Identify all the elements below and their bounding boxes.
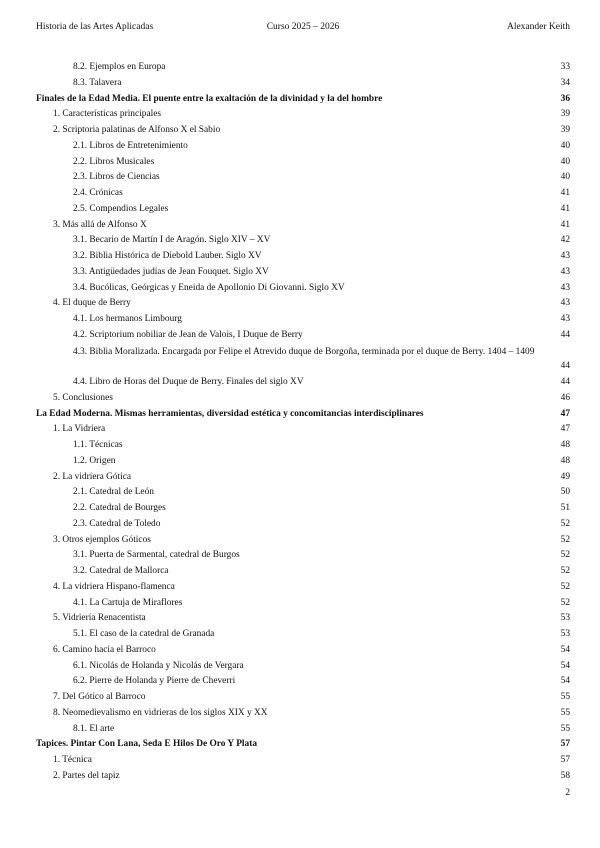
toc-entry-title: 2.2. Catedral de Bourges: [73, 503, 166, 513]
toc-entry-page: 52: [560, 534, 570, 545]
toc-entry-page: 41: [560, 203, 570, 214]
toc-entry-title: 4.4. Libro de Horas del Duque de Berry. Finales del siglo XV: [73, 377, 304, 387]
toc-entry[interactable]: [36, 769, 570, 785]
toc-entry[interactable]: [36, 233, 570, 249]
toc-chapter-entry[interactable]: [36, 92, 570, 108]
toc-entry[interactable]: [36, 438, 570, 454]
toc-entry-page: 39: [560, 109, 570, 120]
toc-entry-page: 36: [560, 93, 570, 104]
toc-entry[interactable]: [36, 564, 570, 580]
page-header: [36, 22, 570, 36]
toc-entry[interactable]: [36, 375, 570, 391]
toc-entry[interactable]: [36, 422, 570, 438]
toc-entry[interactable]: [36, 281, 570, 297]
toc-entry[interactable]: [36, 674, 570, 690]
toc-entry-page: 43: [560, 282, 570, 293]
toc-entry-title: 3.4. Bucólicas, Geórgicas y Eneida de Apollonio Di Giovanni. Siglo XV: [73, 282, 345, 293]
toc-entry[interactable]: [36, 76, 570, 92]
toc-entry-title: 3.1. Becario de Martín I de Aragón. Siglo XIV – XV: [73, 235, 271, 246]
toc-entry-page: 46: [560, 392, 570, 403]
toc-entry[interactable]: [36, 202, 570, 218]
toc-entry[interactable]: [36, 344, 570, 376]
toc-entry-title: 2. Scriptoria palatinas de Alfonso X el Sabio: [53, 125, 221, 135]
toc-entry-title: 8.3. Talavera: [73, 77, 122, 88]
toc-entry-title: 8.1. El arte: [73, 723, 115, 734]
toc-entry-page: 54: [560, 676, 570, 687]
toc-entry-page: 43: [560, 314, 570, 324]
toc-entry-page: 52: [560, 550, 570, 561]
toc-entry-title: 6. Camino hacia el Barroco: [53, 644, 156, 655]
toc-entry-page: 42: [560, 235, 570, 246]
toc-entry-title: 3.2. Biblia Histórica de Diebold Lauber. Siglo XV: [73, 251, 262, 261]
toc-entry[interactable]: [36, 690, 570, 706]
toc-entry[interactable]: [36, 533, 570, 549]
toc-entry-page: 49: [560, 471, 570, 482]
toc-entry-title: 5.1. El caso de la catedral de Granada: [73, 629, 215, 639]
toc-entry[interactable]: [36, 596, 570, 612]
toc-entry-title: 1.1. Técnicas: [73, 440, 123, 450]
toc-entry[interactable]: [36, 643, 570, 659]
toc-entry[interactable]: [36, 60, 570, 76]
toc-entry-page: 57: [560, 739, 570, 750]
toc-entry-page: 40: [560, 156, 570, 167]
toc-entry[interactable]: [36, 580, 570, 596]
toc-entry[interactable]: [36, 627, 570, 643]
toc-entry-title: 2.1. Catedral de León: [73, 487, 154, 498]
toc-entry-page: 53: [560, 629, 570, 639]
toc-entry-title: Finales de la Edad Media. El puente entre la exaltación de la divinidad y la del hombre: [36, 93, 383, 104]
toc-entry-page: 55: [560, 707, 570, 718]
toc-entry-title: 6.2. Pierre de Holanda y Pierre de Cheverri: [73, 676, 236, 687]
toc-entry-page: 55: [560, 692, 570, 702]
toc-entry-title: 7. Del Gótico al Barroco: [53, 692, 146, 702]
toc-entry-title: Tapices. Pintar Con Lana, Seda E Hilos De Oro Y Plata: [36, 739, 258, 750]
toc-entry-title: 3.3. Antigüedades judías de Jean Fouquet. Siglo XV: [73, 266, 269, 277]
toc-entry-title: 2.4. Crónicas: [73, 188, 123, 198]
toc-entry-page: 52: [560, 597, 570, 608]
toc-entry-title: 6.1. Nicolás de Holanda y Nicolás de Vergara: [73, 660, 244, 671]
toc-entry-title: 8. Neomedievalismo en vidrieras de los siglos XIX y XX: [53, 707, 268, 718]
toc-entry-title: 4.2. Scriptorium nobiliar de Jean de Valois, I Duque de Berry: [73, 329, 303, 340]
toc-entry[interactable]: [36, 265, 570, 281]
toc-entry[interactable]: [36, 517, 570, 533]
toc-entry-page: 58: [560, 770, 570, 781]
toc-entry-page: 57: [560, 755, 570, 765]
header-academic-year: Curso 2025 – 2026: [266, 22, 340, 32]
toc-entry-title: 2.5. Compendios Legales: [73, 203, 169, 214]
toc-entry[interactable]: [36, 501, 570, 517]
toc-entry-page: 39: [560, 125, 570, 135]
toc-entry-title: 5. Conclusiones: [53, 392, 113, 403]
toc-entry[interactable]: [36, 249, 570, 265]
toc-entry[interactable]: [36, 722, 570, 738]
toc-entry-title: 5. Vidriería Renacentista: [53, 613, 146, 624]
table-of-contents: [36, 60, 570, 785]
toc-entry-title: 4. El duque de Berry: [53, 298, 131, 309]
toc-entry-page: 55: [560, 723, 570, 734]
toc-entry-page: 54: [560, 660, 570, 671]
toc-entry-title: 3. Más allá de Alfonso X: [53, 219, 147, 230]
toc-entry[interactable]: [36, 706, 570, 722]
toc-entry-page: 43: [560, 266, 570, 277]
toc-entry-title: 4. La vidriera Hispano-flamenca: [53, 581, 175, 592]
toc-entry[interactable]: [36, 454, 570, 470]
toc-entry[interactable]: [36, 328, 570, 344]
toc-entry[interactable]: [36, 312, 570, 328]
toc-entry-title: 3.2. Catedral de Mallorca: [73, 566, 169, 576]
toc-entry[interactable]: [36, 218, 570, 234]
toc-entry[interactable]: [36, 170, 570, 186]
toc-chapter-entry[interactable]: [36, 737, 570, 753]
toc-entry-title: 3.1. Puerta de Sarmental, catedral de Burgos: [73, 550, 240, 561]
toc-entry[interactable]: [36, 139, 570, 155]
toc-entry-title: 2.1. Libros de Entretenimiento: [73, 140, 188, 151]
toc-entry[interactable]: [36, 611, 570, 627]
toc-entry-page: 40: [560, 172, 570, 183]
toc-entry-page: 53: [560, 613, 570, 624]
toc-entry-page: 48: [560, 440, 570, 450]
toc-entry-page: 43: [560, 298, 570, 309]
toc-entry-title: 4.1. La Cartuja de Miraflores: [73, 597, 183, 608]
toc-entry-title: 2.2. Libros Musicales: [73, 156, 155, 167]
toc-entry-page: 47: [560, 424, 570, 435]
toc-entry-page: 44: [560, 361, 570, 372]
toc-entry-page: 33: [560, 62, 570, 72]
toc-entry[interactable]: [36, 470, 570, 486]
page-number: 2: [565, 788, 570, 798]
toc-entry[interactable]: [36, 548, 570, 564]
toc-entry[interactable]: [36, 485, 570, 501]
toc-entry-title: La Edad Moderna. Mismas herramientas, diversidad estética y concomitancias interdisciplinares: [36, 408, 424, 419]
header-course-title: Historia de las Artes Aplicadas: [36, 22, 154, 32]
toc-entry-page: 41: [560, 188, 570, 198]
toc-entry-page: 40: [560, 140, 570, 151]
toc-entry-page: 41: [560, 219, 570, 230]
toc-entry-title: 4.1. Los hermanos Limbourg: [73, 314, 182, 324]
toc-entry-page: 52: [560, 581, 570, 592]
toc-entry-title: 1. Características principales: [53, 109, 162, 120]
toc-entry[interactable]: [36, 391, 570, 407]
toc-entry[interactable]: [36, 107, 570, 123]
toc-entry-page: 43: [560, 251, 570, 261]
toc-entry-title: 1.2. Origen: [73, 455, 116, 466]
toc-entry[interactable]: [36, 186, 570, 202]
toc-entry-title: 8.2. Ejemplos en Europa: [73, 62, 166, 72]
toc-entry-page: 51: [560, 503, 570, 513]
toc-entry-title: 1. La Vidriera: [53, 424, 106, 435]
toc-entry-page: 44: [560, 377, 570, 387]
toc-entry-title: 3. Otros ejemplos Góticos: [53, 534, 151, 545]
toc-entry-title: 2. Partes del tapiz: [53, 770, 120, 781]
toc-entry-title: 4.3. Biblia Moralizada. Encargada por Felipe el Atrevido duque de Borgoña, terminada por el duque de Berry. 1404 – 1409: [73, 346, 535, 357]
toc-entry-page: 54: [560, 644, 570, 655]
toc-entry-title: 2. La vidriera Gótica: [53, 471, 132, 482]
toc-entry[interactable]: [36, 123, 570, 139]
toc-entry[interactable]: [36, 296, 570, 312]
toc-entry-title: 1. Técnica: [53, 755, 92, 765]
header-author: Alexander Keith: [506, 22, 570, 32]
toc-entry-title: 2.3. Catedral de Toledo: [73, 518, 161, 529]
toc-entry[interactable]: [36, 753, 570, 769]
toc-entry[interactable]: [36, 155, 570, 171]
toc-entry-page: 50: [560, 487, 570, 498]
toc-entry-page: 52: [560, 518, 570, 529]
toc-entry-page: 34: [560, 77, 570, 88]
toc-entry[interactable]: [36, 659, 570, 675]
toc-entry-page: 48: [560, 455, 570, 466]
toc-entry-page: 47: [560, 408, 570, 419]
toc-entry-title: 2.3. Libros de Ciencias: [73, 172, 160, 183]
toc-entry-page: 52: [560, 566, 570, 576]
toc-entry-page: 44: [560, 329, 570, 340]
toc-chapter-entry[interactable]: [36, 407, 570, 423]
